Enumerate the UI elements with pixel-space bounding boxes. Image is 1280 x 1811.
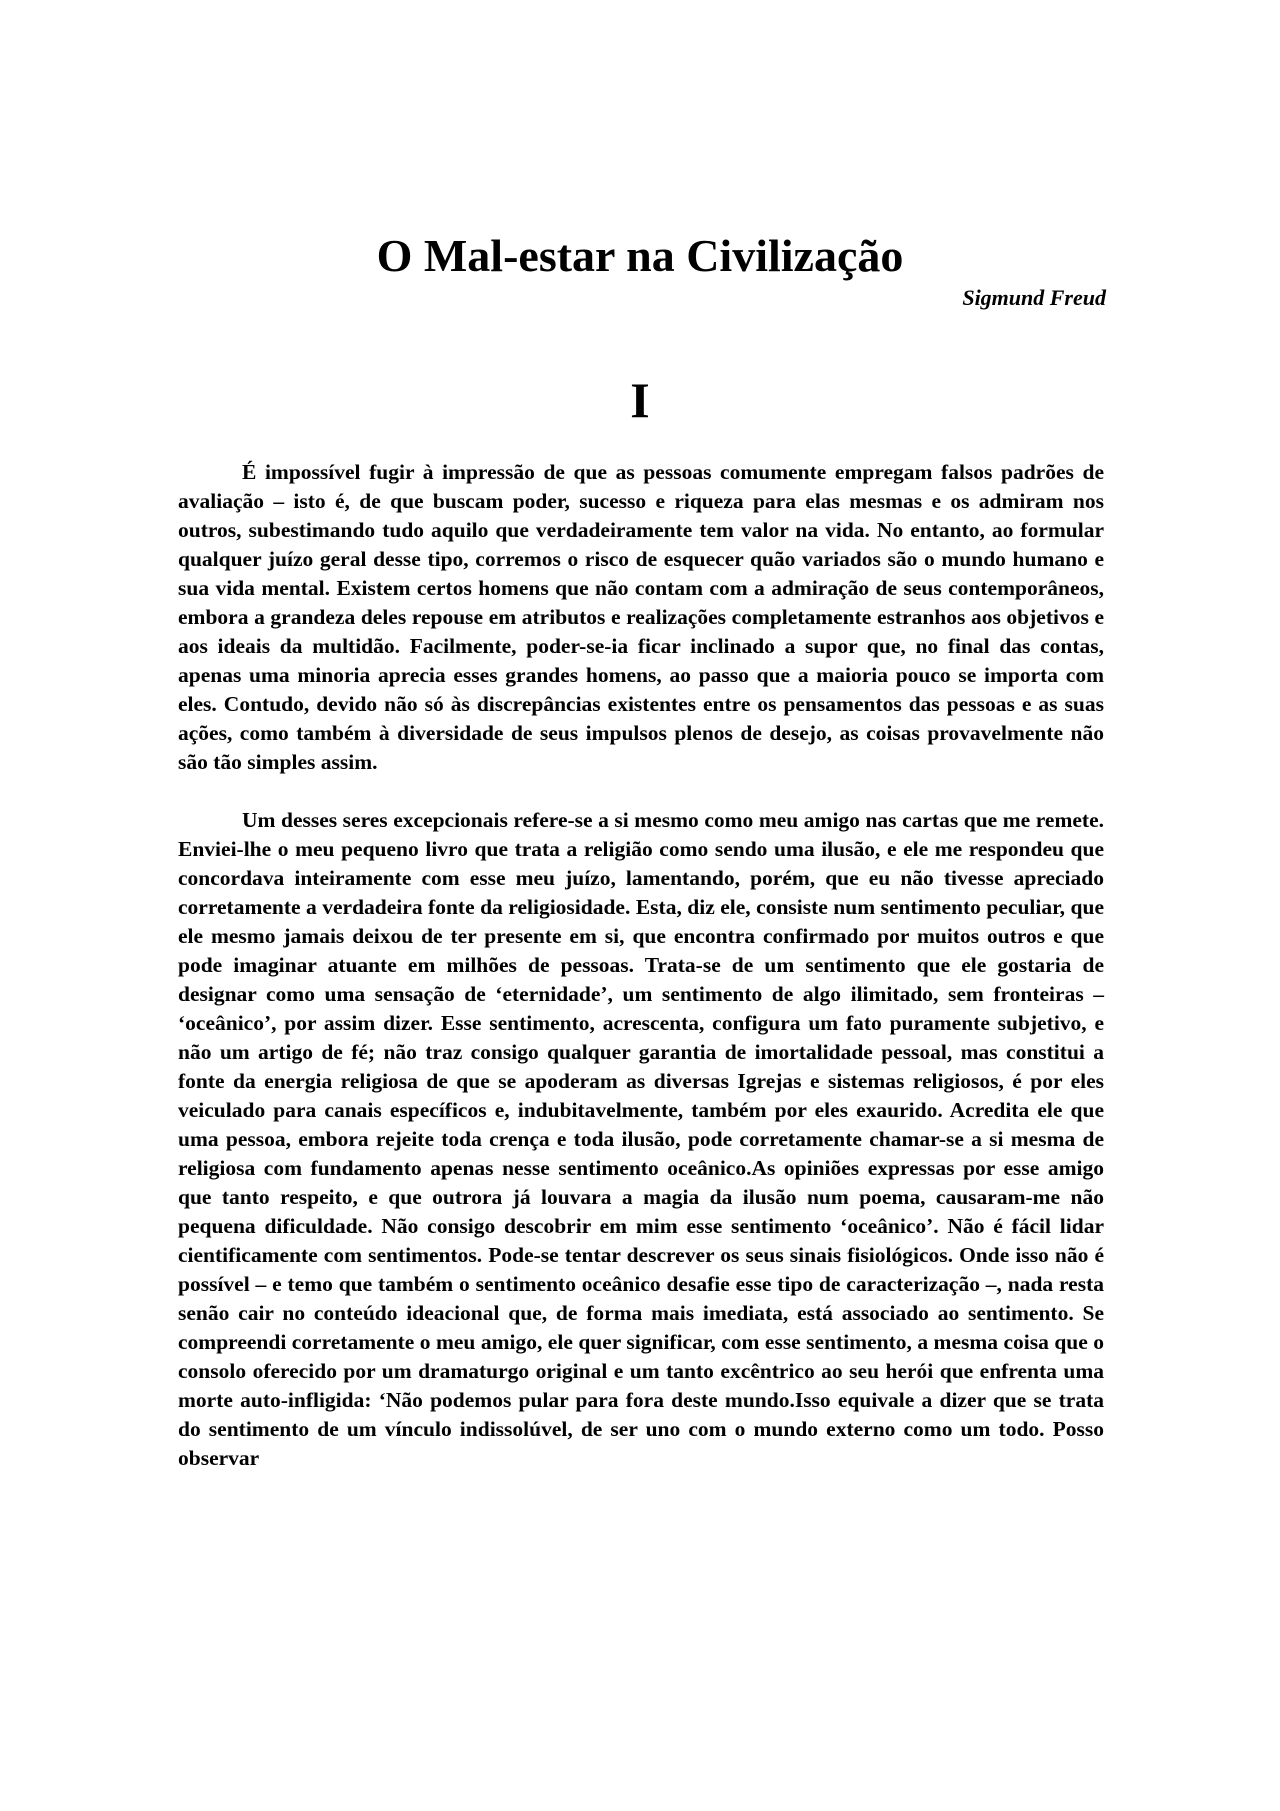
body-text xyxy=(178,458,1104,1473)
paragraph: Um desses seres excepcionais refere-se a si mesmo como meu amigo nas cartas que me remete. Enviei-lhe o meu pequeno livro que trata a religião como sendo uma ilusão, e ele me respondeu que concordava inteiramente com esse meu juízo, lamentando, porém, que eu não tivesse apreciado corretamente a verdadeira fonte da religiosidade. Esta, diz ele, consiste num sentimento peculiar, que ele mesmo jamais deixou de ter presente em si, que encontra confirmado por muitos outros e que pode imaginar atuante em milhões de pessoas. Trata-se de um sentimento que ele gostaria de designar como uma sensação de ‘eternidade’, um sentimento de algo ilimitado, sem fronteiras – ‘oceânico’, por assim dizer. Esse sentimento, acrescenta, configura um fato puramente subjetivo, e não um artigo de fé; não traz consigo qualquer garantia de imortalidade pessoal, mas constitui a fonte da energia religiosa de que se apoderam as diversas Igrejas e sistemas religiosos, é por eles veiculado para canais específicos e, indubitavelmente, também por eles exaurido. Acredita ele que uma pessoa, embora rejeite toda crença e toda ilusão, pode corretamente chamar-se a si mesma de religiosa com fundamento apenas nesse sentimento oceânico.As opiniões expressas por esse amigo que tanto respeito, e que outrora já louvara a magia da ilusão num poema, causaram-me não pequena dificuldade. Não consigo descobrir em mim esse sentimento ‘oceânico’. Não é fácil lidar cientificamente com sentimentos. Pode-se tentar descrever os seus sinais fisiológicos. Onde isso não é possível – e temo que também o sentimento oceânico desafie esse tipo de caracterização –, nada resta senão cair no conteúdo ideacional que, de forma mais imediata, está associado ao sentimento. Se compreendi corretamente o meu amigo, ele quer significar, com esse sentimento, a mesma coisa que o consolo oferecido por um dramaturgo original e um tanto excêntrico ao seu herói que enfrenta uma morte auto-infligida: ‘Não podemos pular para fora deste mundo.Isso equivale a dizer que se trata do sentimento de um vínculo indissolúvel, de ser uno com o mundo externo como um todo. Posso observar xyxy=(178,808,1104,1470)
paragraph: É impossível fugir à impressão de que as pessoas comumente empregam falsos padrões de avaliação – isto é, de que buscam poder, sucesso e riqueza para elas mesmas e os admiram nos outros, subestimando tudo aquilo que verdadeiramente tem valor na vida. No entanto, ao formular qualquer juízo geral desse tipo, corremos o risco de esquecer quão variados são o mundo humano e sua vida mental. Existem certos homens que não contam com a admiração de seus contemporâneos, embora a grandeza deles repouse em atributos e realizações completamente estranhos aos objetivos e aos ideais da multidão. Facilmente, poder-se-ia ficar inclinado a supor que, no final das contas, apenas uma minoria aprecia esses grandes homens, ao passo que a maioria pouco se importa com eles. Contudo, devido não só às discrepâncias existentes entre os pensamentos das pessoas e as suas ações, como também à diversidade de seus impulsos plenos de desejo, as coisas provavelmente não são tão simples assim. xyxy=(178,460,1104,774)
author-name: Sigmund Freud xyxy=(962,285,1106,310)
document-title: O Mal-estar na Civilização xyxy=(376,230,904,281)
chapter-number: I xyxy=(630,372,650,428)
